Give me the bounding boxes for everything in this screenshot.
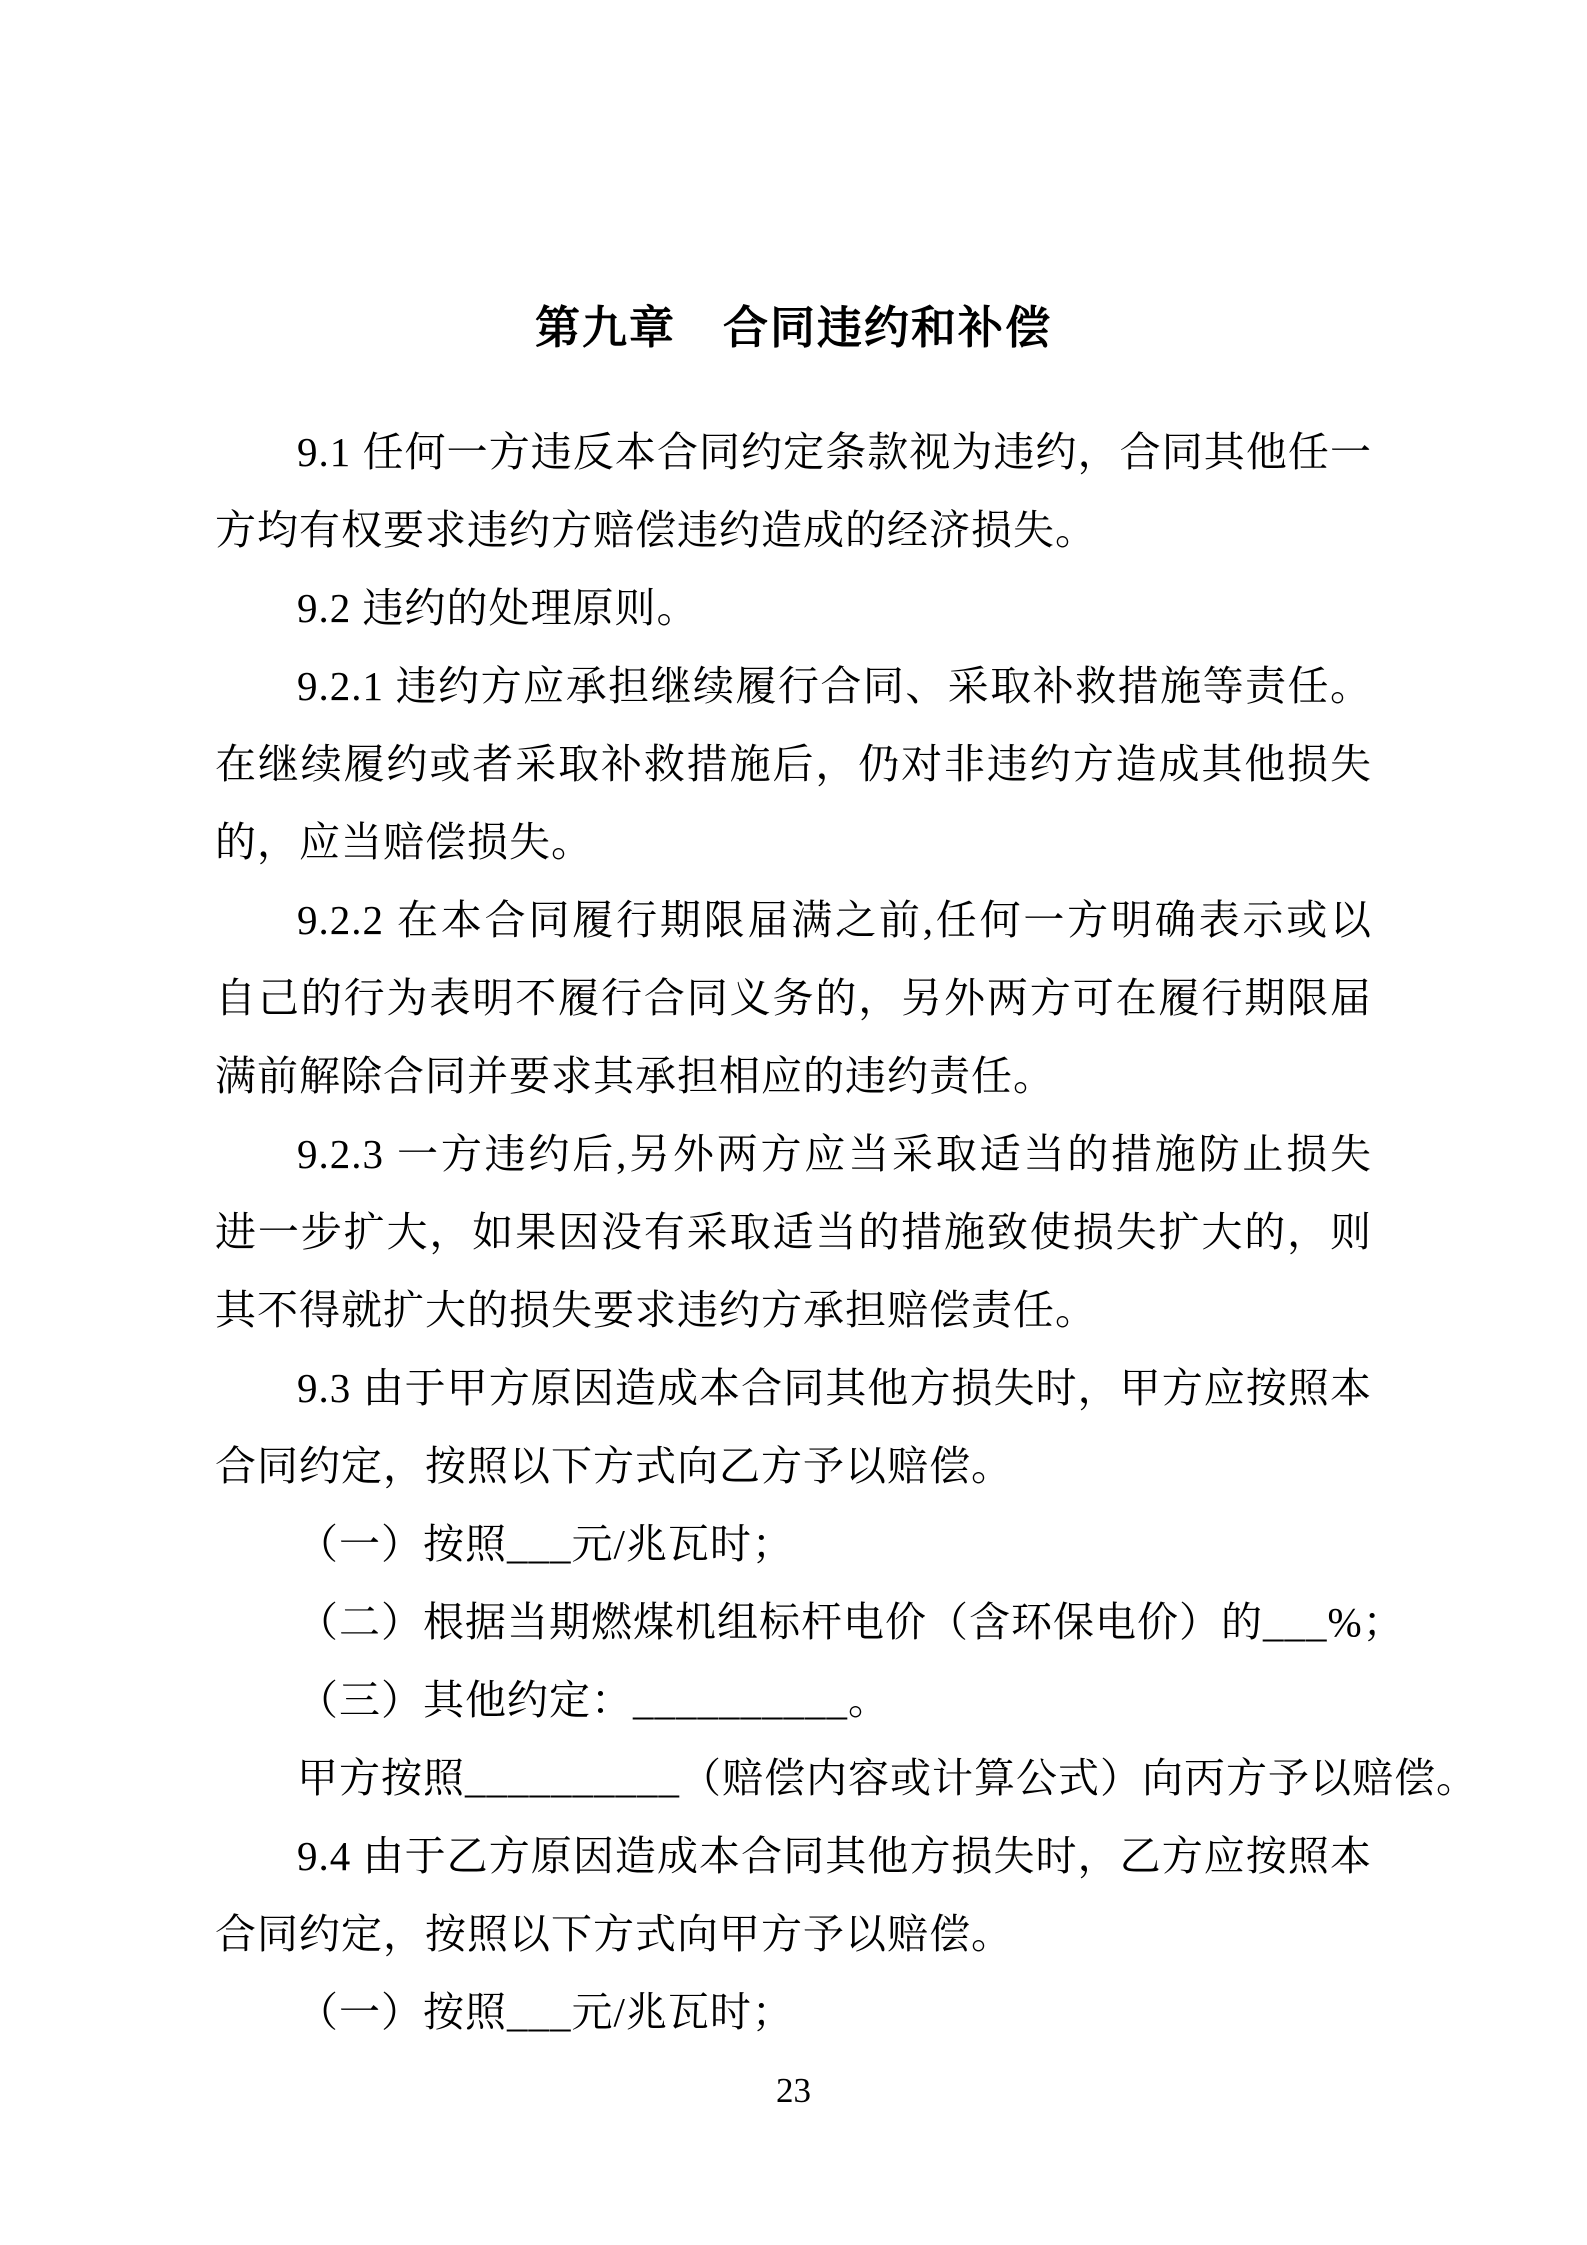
clause-9-2-3: 9.2.3 一方违约后,另外两方应当采取适当的措施防止损失进一步扩大，如果因没有采取适当的措施致使损失扩大的，则其不得就扩大的损失要求违约方承担赔偿责任。 <box>215 1131 1372 1333</box>
clause-9-3-item-3: （三）其他约定：__________。 <box>297 1677 890 1723</box>
clause-9-3-item-2: （二）根据当期燃煤机组标杆电价（含环保电价）的___%； <box>297 1599 1405 1645</box>
clause-9-4: 9.4 由于乙方原因造成本合同其他方损失时，乙方应按照本合同约定，按照以下方式向甲方予以赔偿。 <box>215 1833 1372 1957</box>
clause-9-2-1: 9.2.1 违约方应承担继续履行合同、采取补救措施等责任。在继续履约或者采取补救措施后，仍对非违约方造成其他损失的，应当赔偿损失。 <box>215 663 1372 865</box>
clause-9-1: 9.1 任何一方违反本合同约定条款视为违约，合同其他任一方均有权要求违约方赔偿违约造成的经济损失。 <box>215 429 1372 553</box>
clause-9-2: 9.2 违约的处理原则。 <box>297 585 699 631</box>
clause-9-4-item-1: （一）按照___元/兆瓦时； <box>297 1989 794 2035</box>
chapter-title: 第九章 合同违约和补偿 <box>534 302 1052 353</box>
clause-9-3: 9.3 由于甲方原因造成本合同其他方损失时，甲方应按照本合同约定，按照以下方式向乙方予以赔偿。 <box>215 1365 1372 1489</box>
clause-9-3-item-1: （一）按照___元/兆瓦时； <box>297 1521 794 1567</box>
page-number: 23 <box>776 2071 811 2110</box>
document-body <box>215 413 1478 2051</box>
clause-9-2-2: 9.2.2 在本合同履行期限届满之前,任何一方明确表示或以自己的行为表明不履行合同义务的，另外两方可在履行期限届满前解除合同并要求其承担相应的违约责任。 <box>215 897 1372 1099</box>
clause-9-3-party-a-compensation: 甲方按照__________（赔偿内容或计算公式）向丙方予以赔偿。 <box>297 1755 1478 1801</box>
